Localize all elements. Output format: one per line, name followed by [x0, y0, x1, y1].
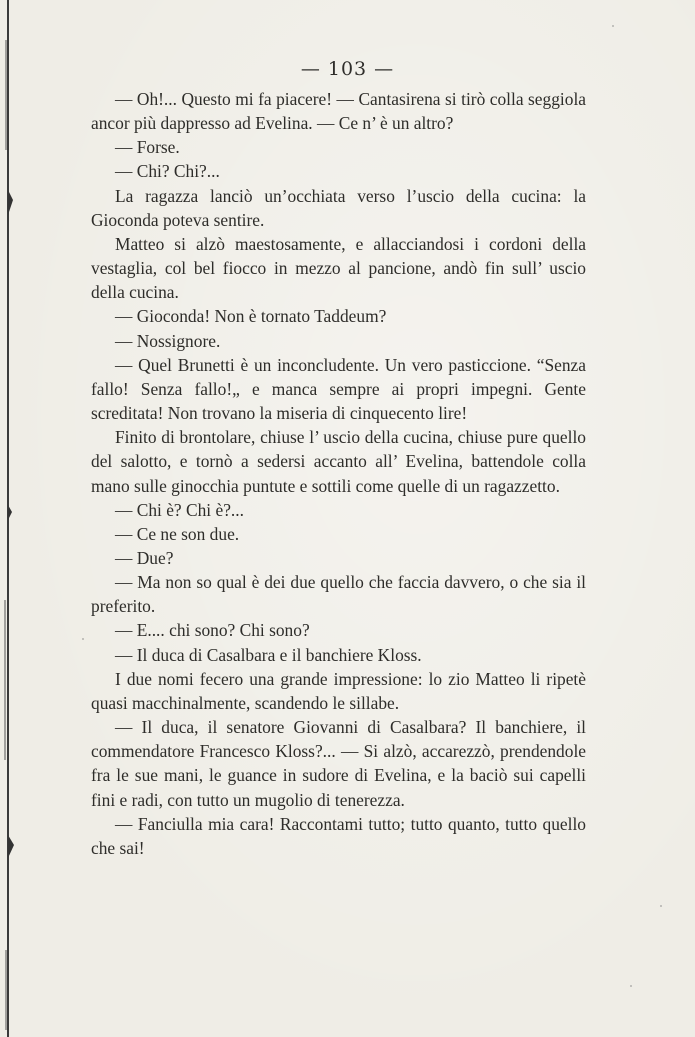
paragraph: — Chi? Chi?... [115, 161, 220, 182]
speck [612, 25, 614, 27]
paragraph: — E.... chi sono? Chi sono? [115, 620, 310, 641]
paragraph: I due nomi fecero una grande impressione: lo zio Matteo li ripetè quasi macchinalmente, scandendo le sillabe. [91, 668, 586, 713]
speck [630, 985, 632, 987]
paragraph: Finito di brontolare, chiuse l’ uscio della cucina, chiuse pure quello del salotto, e tornò a sedersi accanto all’ Evelina, battendole colla mano sulle ginocchia puntute e sottili come quelle di un ragazzetto. [91, 427, 586, 496]
paragraph: — Nossignore. [115, 330, 221, 351]
paragraph: La ragazza lanciò un’occhiata verso l’uscio della cucina: la Gioconda poteva sentire. [91, 185, 586, 230]
paragraph: — Ce ne son due. [115, 523, 240, 544]
paragraph: Matteo si alzò maestosamente, e allacciandosi i cordoni della vestaglia, col bel fiocco in mezzo al pancione, andò fin sull’ uscio della cucina. [91, 233, 586, 303]
paragraph: — Il duca, il senatore Giovanni di Casalbara? Il banchiere, il commendatore Francesco Kloss?... — Si alzò, accarezzò, prendendole fra le sue mani, le guance in sudore di Evelina, e la baciò sui capelli fini e radi, con tutto un mugolio di tenerezza. [91, 717, 586, 810]
paragraph: — Due? [115, 547, 174, 568]
paragraph: — Fanciulla mia cara! Raccontami tutto; tutto quanto, tutto quello che sai! [91, 813, 586, 858]
speck [660, 905, 662, 907]
paragraph: — Quel Brunetti è un inconcludente. Un vero pasticcione. “Senza fallo! Senza fallo!„ e manca sempre ai propri impegni. Gente screditata! Non trovano la miseria di cinquecento lire! [91, 354, 586, 424]
paragraph: — Ma non so qual è dei due quello che faccia davvero, o che sia il preferito. [91, 572, 586, 617]
body-text [91, 87, 586, 860]
page-number: — 103 — [300, 58, 395, 80]
paragraph: — Chi è? Chi è?... [115, 499, 244, 520]
paragraph: — Gioconda! Non è tornato Taddeum? [115, 306, 387, 327]
paragraph: — Oh!... Questo mi fa piacere! — Cantasirena si tirò colla seggiola ancor più dappresso ad Evelina. — Ce n’ è un altro? [91, 89, 586, 134]
paragraph: — Forse. [115, 137, 180, 158]
page-binding-edge [0, 0, 16, 1037]
paragraph: — Il duca di Casalbara e il banchiere Kloss. [115, 644, 422, 665]
speck [82, 638, 84, 640]
